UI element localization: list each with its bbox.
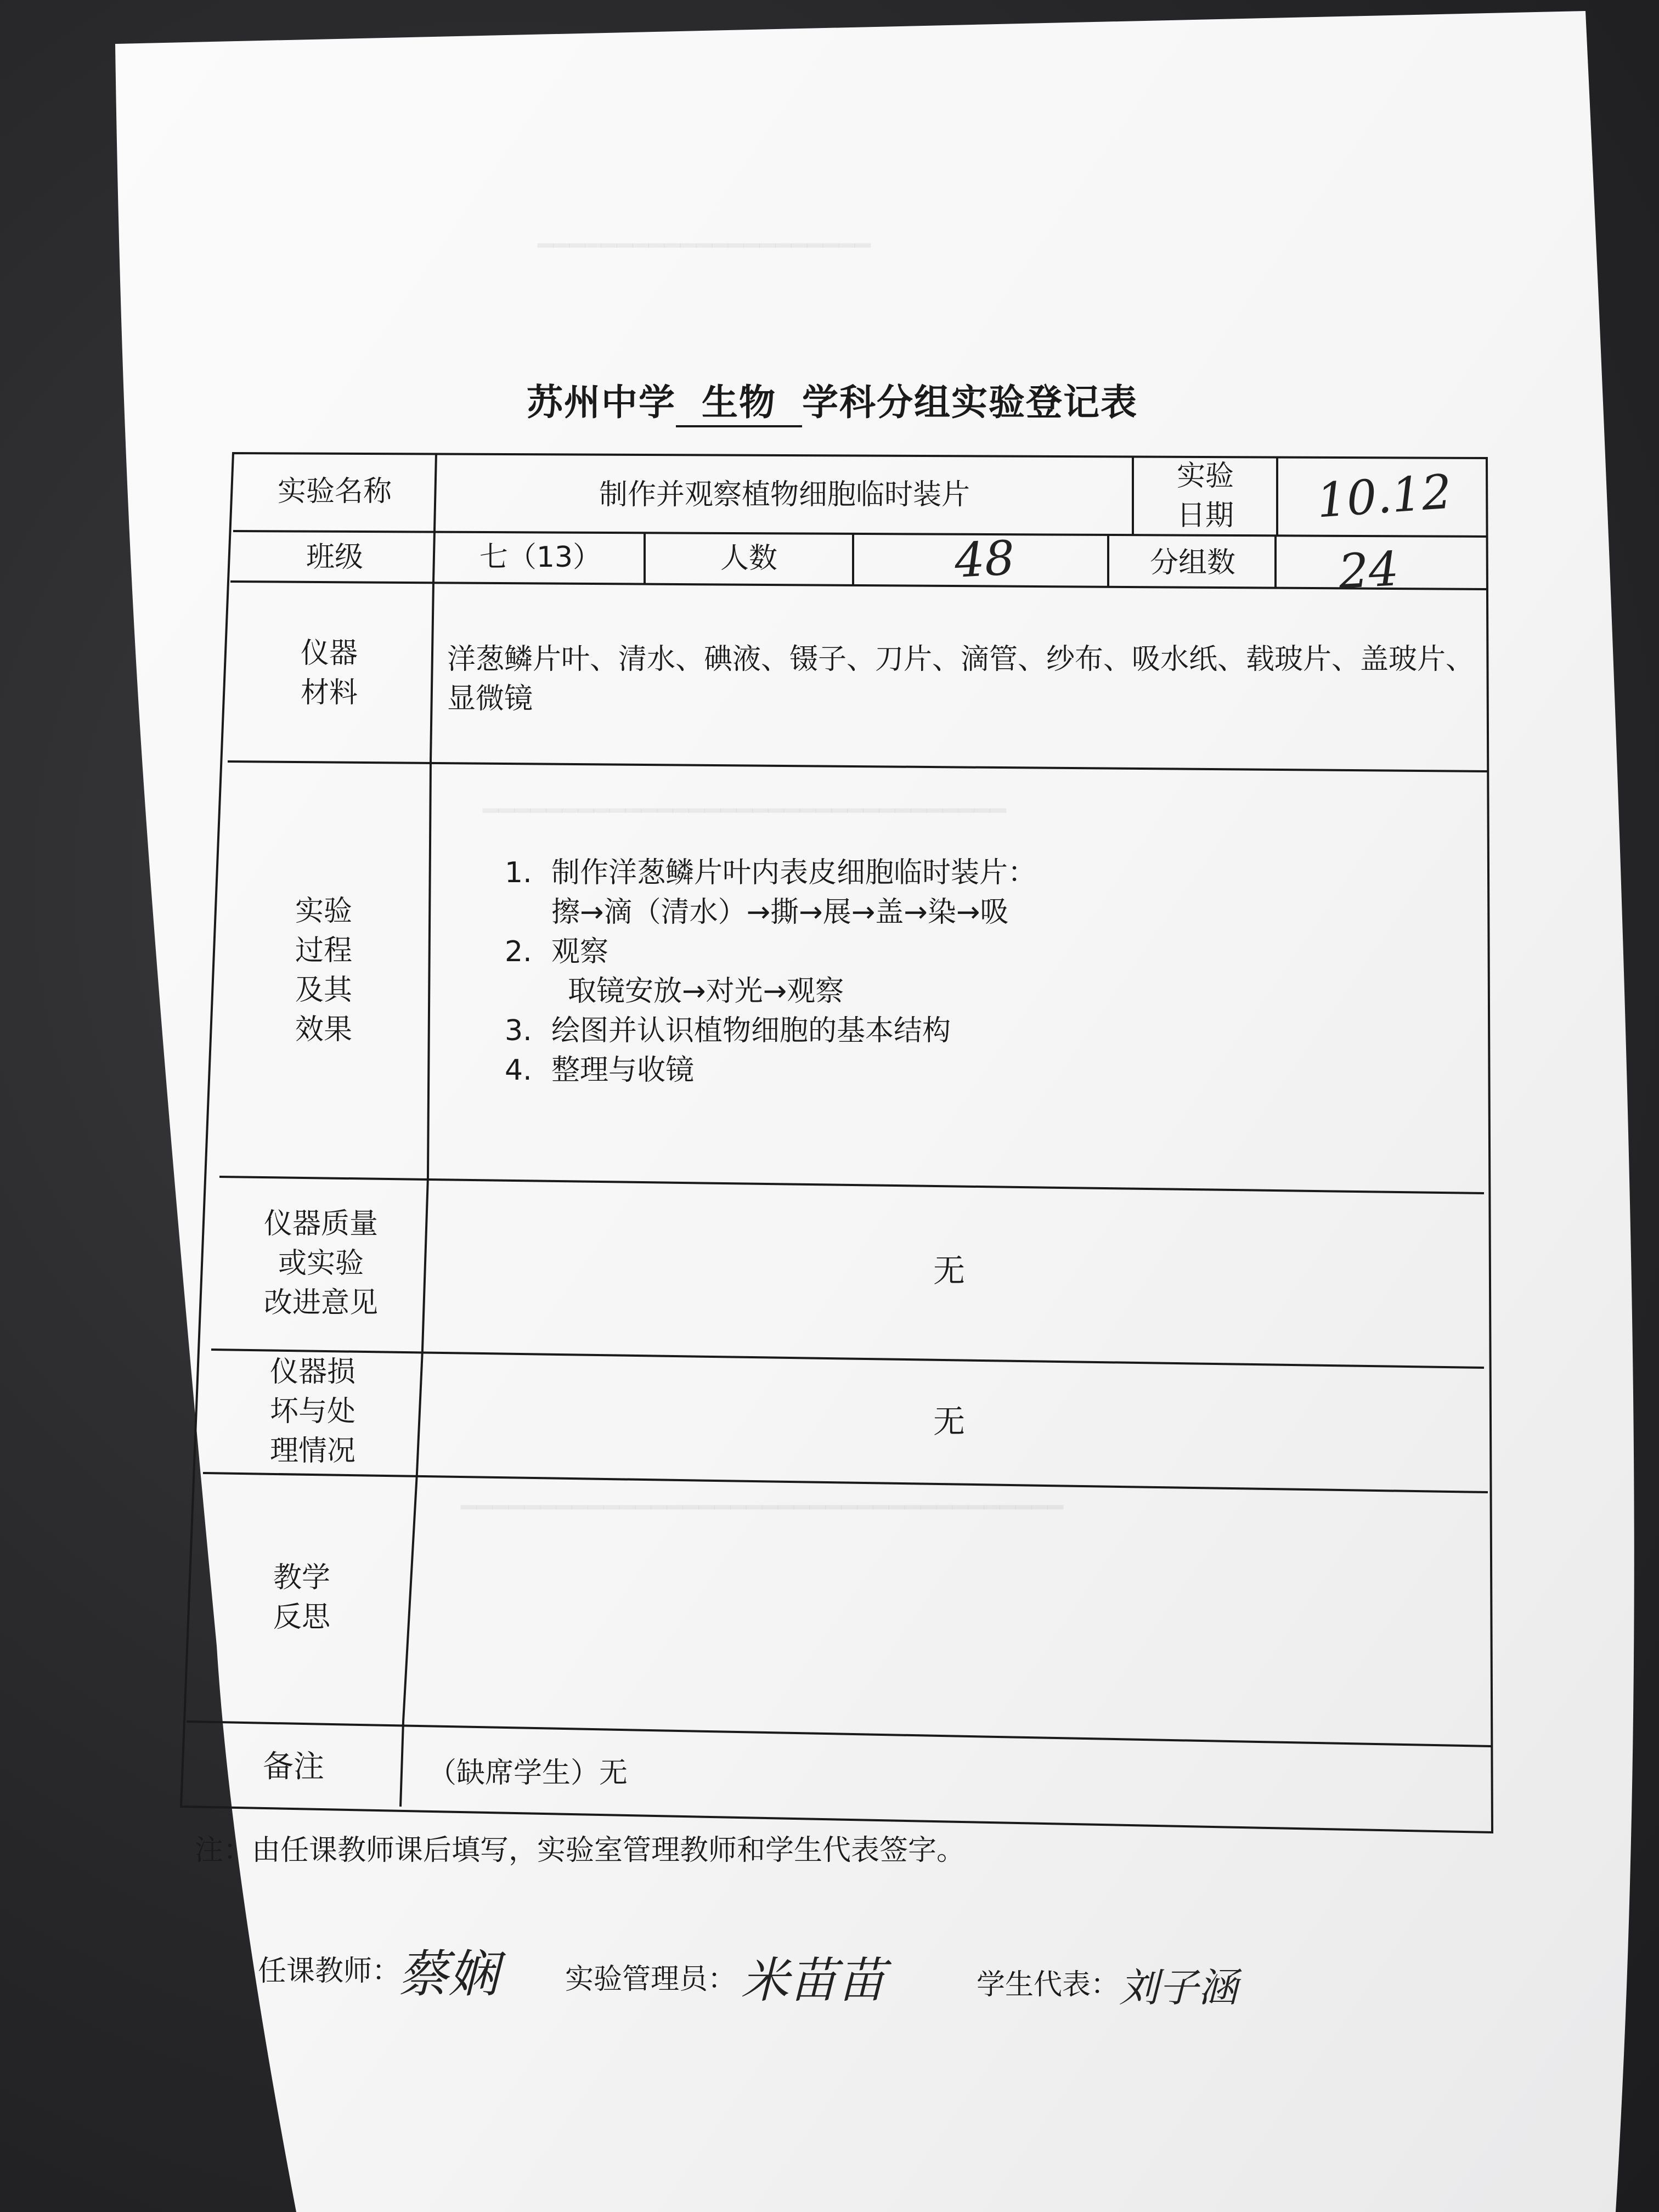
student-count-label: 人数 bbox=[720, 542, 777, 575]
bleed-through-text: ━━━━━━━━━━━━━━━━━━━━━━━━━━━━━━━━━━━━━━ bbox=[461, 1492, 1064, 1523]
process-step: 3. 绘图并认识植物细胞的基本结构 bbox=[505, 1014, 951, 1047]
equipment-label: 仪器 材料 bbox=[300, 637, 358, 709]
process-step: 2. 观察 取镜安放→对光→观察 bbox=[505, 935, 844, 1008]
form-name: 学科分组实验登记表 bbox=[802, 381, 1138, 424]
group-count-value: 24 bbox=[1337, 541, 1400, 600]
admin-signature-label: 实验管理员： bbox=[565, 1963, 737, 1996]
equipment-value: 洋葱鳞片叶、清水、碘液、镊子、刀片、滴管、纱布、吸水纸、载玻片、盖玻片、显微镜 bbox=[447, 643, 1475, 715]
improvement-label: 仪器质量 或实验 改进意见 bbox=[263, 1207, 378, 1319]
remarks-label: 备注 bbox=[263, 1749, 324, 1785]
experiment-name-label: 实验名称 bbox=[277, 475, 392, 508]
student-signature-label: 学生代表： bbox=[977, 1968, 1120, 2001]
experiment-date-label: 实验 日期 bbox=[1176, 460, 1234, 532]
remarks-value: （缺席学生）无 bbox=[428, 1757, 628, 1790]
process-step: 4. 整理与收镜 bbox=[505, 1054, 695, 1087]
improvement-value: 无 bbox=[933, 1252, 965, 1289]
admin-signature: 米苗苗 bbox=[741, 1952, 886, 2008]
bleed-through-text: ━━━━━━━━━━━━━━━━━━━━━ bbox=[538, 230, 871, 261]
teacher-signature: 蔡娴 bbox=[398, 1945, 499, 2004]
form-title bbox=[527, 373, 1240, 427]
experiment-name-value: 制作并观察植物细胞临时装片 bbox=[599, 478, 970, 511]
student-count-value: 48 bbox=[953, 531, 1016, 589]
student-signature: 刘子涵 bbox=[1119, 1965, 1238, 2011]
subject-field: 生物 bbox=[676, 373, 802, 427]
damage-value: 无 bbox=[933, 1403, 965, 1440]
process-steps bbox=[505, 853, 1437, 1090]
process-step: 1. 制作洋葱鳞片叶内表皮细胞临时装片： 擦→滴（清水）→撕→展→盖→染→吸 bbox=[505, 856, 1037, 929]
teacher-signature-label: 任课教师： bbox=[258, 1955, 401, 1988]
process-label: 实验 过程 及其 效果 bbox=[295, 895, 352, 1046]
class-label: 班级 bbox=[306, 541, 363, 574]
group-count-label: 分组数 bbox=[1149, 546, 1235, 579]
class-value: 七（13） bbox=[479, 541, 602, 574]
damage-label: 仪器损 坏与处 理情况 bbox=[269, 1356, 356, 1468]
school-name: 苏州中学 bbox=[527, 381, 676, 424]
reflection-label: 教学 反思 bbox=[273, 1561, 330, 1634]
bleed-through-text: ━━━━━━━━━━━━━━━━━━━━━━━━━━━━━━━━━ bbox=[483, 795, 1006, 826]
paper-surface bbox=[115, 11, 1634, 2212]
form-footnote: 注：由任课教师课后填写，实验室管理教师和学生代表签字。 bbox=[195, 1834, 966, 1867]
experiment-date-value: 10.12 bbox=[1314, 464, 1454, 529]
